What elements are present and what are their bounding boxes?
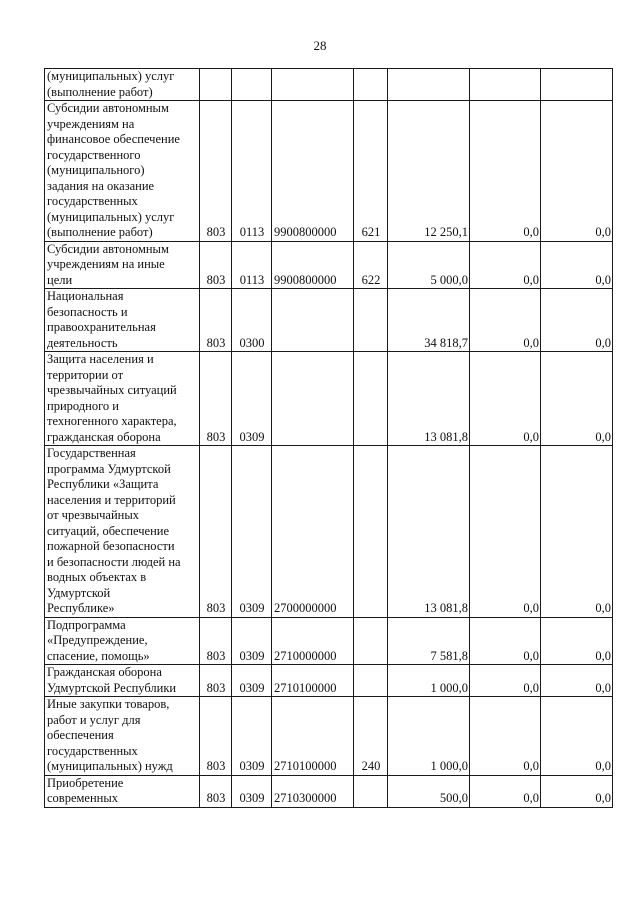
cell-value-3: 0,0 (541, 665, 613, 697)
cell-value-3: 0,0 (541, 352, 613, 446)
budget-table-body (45, 69, 613, 808)
cell-expense-type (354, 446, 388, 618)
cell-value-2: 0,0 (470, 697, 541, 776)
cell-ved-code: 803 (200, 289, 232, 352)
cell-value-3: 0,0 (541, 617, 613, 665)
cell-amount: 7 581,8 (388, 617, 470, 665)
cell-section-code: 0309 (232, 697, 272, 776)
cell-name: Субсидии автономным учреждениям на иные цели (45, 241, 200, 289)
cell-name: Национальная безопасность и правоохранительная деятельность (45, 289, 200, 352)
cell-amount (388, 69, 470, 101)
cell-value-3: 0,0 (541, 775, 613, 807)
cell-target-article: 9900800000 (272, 101, 354, 242)
cell-target-article (272, 352, 354, 446)
table-row (45, 241, 613, 289)
cell-ved-code: 803 (200, 101, 232, 242)
cell-value-3 (541, 69, 613, 101)
cell-target-article: 9900800000 (272, 241, 354, 289)
cell-ved-code: 803 (200, 665, 232, 697)
table-row (45, 775, 613, 807)
table-row (45, 617, 613, 665)
cell-target-article: 2710100000 (272, 697, 354, 776)
cell-expense-type: 240 (354, 697, 388, 776)
cell-target-article (272, 69, 354, 101)
cell-section-code: 0309 (232, 617, 272, 665)
cell-amount: 13 081,8 (388, 352, 470, 446)
cell-name: Подпрограмма «Предупреждение, спасение, помощь» (45, 617, 200, 665)
cell-ved-code: 803 (200, 241, 232, 289)
cell-name: Приобретение современных (45, 775, 200, 807)
table-row (45, 697, 613, 776)
cell-name: (муниципальных) услуг (выполнение работ) (45, 69, 200, 101)
cell-value-3: 0,0 (541, 241, 613, 289)
cell-name: Гражданская оборона Удмуртской Республики (45, 665, 200, 697)
cell-value-3: 0,0 (541, 446, 613, 618)
cell-target-article: 2710300000 (272, 775, 354, 807)
cell-target-article: 2700000000 (272, 446, 354, 618)
table-row (45, 446, 613, 618)
cell-target-article: 2710100000 (272, 665, 354, 697)
cell-ved-code: 803 (200, 446, 232, 618)
cell-expense-type: 622 (354, 241, 388, 289)
cell-name: Иные закупки товаров, работ и услуг для обеспечения государственных (муниципальных) нужд (45, 697, 200, 776)
cell-section-code: 0309 (232, 446, 272, 618)
cell-amount: 12 250,1 (388, 101, 470, 242)
cell-expense-type (354, 665, 388, 697)
cell-amount: 1 000,0 (388, 665, 470, 697)
cell-section-code: 0113 (232, 241, 272, 289)
cell-value-3: 0,0 (541, 697, 613, 776)
table-row (45, 101, 613, 242)
cell-expense-type (354, 69, 388, 101)
table-row (45, 352, 613, 446)
cell-section-code: 0113 (232, 101, 272, 242)
cell-expense-type: 621 (354, 101, 388, 242)
cell-target-article (272, 289, 354, 352)
cell-expense-type (354, 352, 388, 446)
table-row (45, 69, 613, 101)
cell-value-2 (470, 69, 541, 101)
cell-value-2: 0,0 (470, 101, 541, 242)
cell-ved-code (200, 69, 232, 101)
cell-amount: 500,0 (388, 775, 470, 807)
cell-name: Субсидии автономным учреждениям на финансовое обеспечение государственного (муниципального) задания на оказание государственных (муниципальных) услуг (выполнение работ) (45, 101, 200, 242)
cell-value-2: 0,0 (470, 241, 541, 289)
cell-ved-code: 803 (200, 352, 232, 446)
cell-name: Государственная программа Удмуртской Республики «Защита населения и территорий от чрезвычайных ситуаций, обеспечение пожарной безопасности и безопасности людей на водных объектах в Удмуртской Республике» (45, 446, 200, 618)
cell-amount: 1 000,0 (388, 697, 470, 776)
cell-value-2: 0,0 (470, 617, 541, 665)
cell-expense-type (354, 617, 388, 665)
cell-amount: 13 081,8 (388, 446, 470, 618)
cell-ved-code: 803 (200, 617, 232, 665)
cell-value-3: 0,0 (541, 289, 613, 352)
cell-section-code: 0309 (232, 352, 272, 446)
cell-section-code: 0309 (232, 775, 272, 807)
cell-value-2: 0,0 (470, 289, 541, 352)
cell-section-code (232, 69, 272, 101)
cell-ved-code: 803 (200, 775, 232, 807)
cell-name: Защита населения и территории от чрезвычайных ситуаций природного и техногенного характера, гражданская оборона (45, 352, 200, 446)
cell-value-2: 0,0 (470, 665, 541, 697)
cell-ved-code: 803 (200, 697, 232, 776)
cell-expense-type (354, 289, 388, 352)
cell-section-code: 0300 (232, 289, 272, 352)
cell-section-code: 0309 (232, 665, 272, 697)
cell-amount: 34 818,7 (388, 289, 470, 352)
cell-expense-type (354, 775, 388, 807)
page-number: 28 (313, 38, 327, 53)
table-row (45, 665, 613, 697)
budget-table (44, 68, 613, 808)
cell-amount: 5 000,0 (388, 241, 470, 289)
cell-value-2: 0,0 (470, 775, 541, 807)
cell-value-2: 0,0 (470, 446, 541, 618)
table-row (45, 289, 613, 352)
cell-value-3: 0,0 (541, 101, 613, 242)
cell-value-2: 0,0 (470, 352, 541, 446)
cell-target-article: 2710000000 (272, 617, 354, 665)
